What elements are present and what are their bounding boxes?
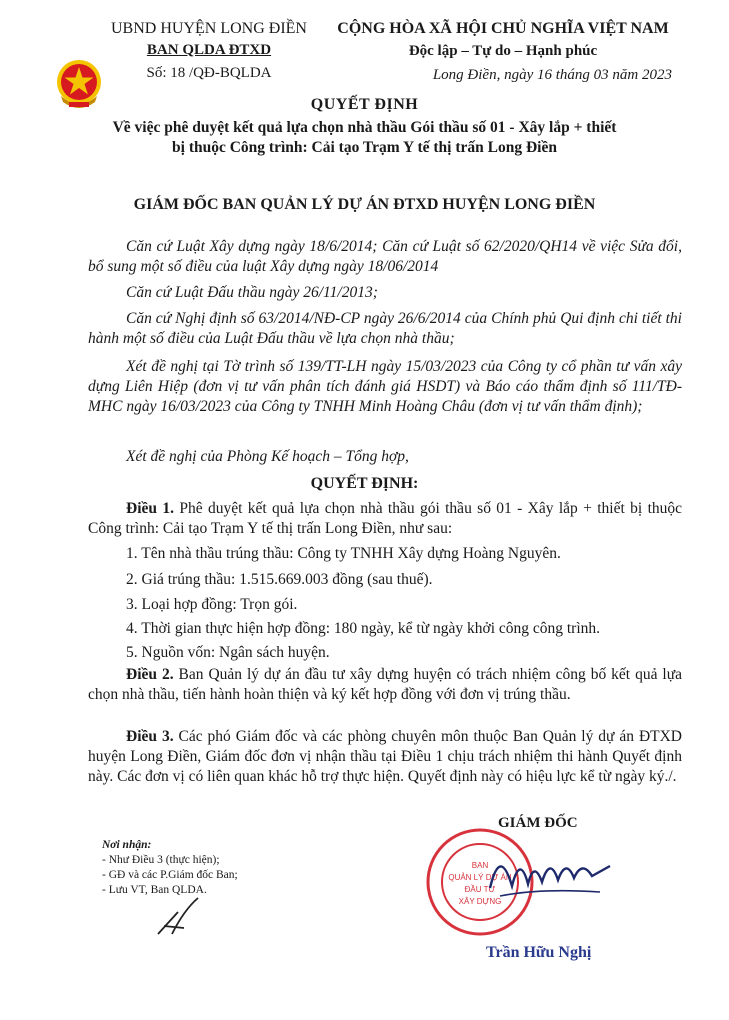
recipient-item: - GĐ và các P.Giám đốc Ban;	[102, 869, 238, 881]
agency-name: UBND HUYỆN LONG ĐIỀN	[111, 20, 307, 37]
document-type: QUYẾT ĐỊNH	[310, 96, 419, 113]
list-item: 2. Giá trúng thầu: 1.515.669.003 đồng (sau thuế).	[126, 571, 433, 588]
recipients-label: Nơi nhận:	[102, 839, 152, 851]
svg-text:ĐẦU TƯ: ĐẦU TƯ	[464, 885, 496, 894]
list-item: 1. Tên nhà thầu trúng thầu: Công ty TNHH Xây dựng Hoàng Nguyên.	[126, 545, 561, 562]
issuing-authority: GIÁM ĐỐC BAN QUẢN LÝ DỰ ÁN ĐTXD HUYỆN LONG ĐIỀN	[133, 196, 596, 213]
list-item: 3. Loại hợp đồng: Trọn gói.	[126, 596, 298, 613]
handwritten-signature-icon	[470, 836, 620, 916]
recipient-item: - Như Điều 3 (thực hiện);	[102, 854, 220, 866]
preamble-4: Xét đề nghị tại Tờ trình số 139/TT-LH ngày 15/03/2023 của Công ty cổ phần tư vấn xây dựng Liên Hiệp (đơn vị tư vấn phân tích đánh giá HSDT) và Báo cáo thẩm định số 111/TĐ-MHC ngày 16/03/2023 của Công ty TNHH Minh Hoàng Châu (đơn vị tư vấn thẩm định);	[88, 358, 682, 415]
national-motto: Độc lập – Tự do – Hạnh phúc	[408, 43, 598, 59]
article-1	[88, 499, 682, 539]
initial-mark-icon	[154, 890, 204, 940]
recipients-block	[102, 838, 238, 898]
preamble-2: Căn cứ Luật Đấu thầu ngày 26/11/2013;	[126, 284, 378, 301]
issuer-block	[104, 18, 314, 86]
issue-date: Long Điền, ngày 16 tháng 03 năm 2023	[432, 67, 672, 83]
signer-name: Trần Hữu Nghị	[486, 944, 592, 961]
article-1-text: Phê duyệt kết quả lựa chọn nhà thầu gói thầu số 01 - Xây lắp + thiết bị thuộc Công trình: Cải tạo Trạm Y tế thị trấn Long Điền, như sau:	[88, 500, 683, 537]
decision-heading: QUYẾT ĐỊNH:	[310, 475, 419, 492]
article-2-label: Điều 2.	[126, 666, 174, 683]
country-name: CỘNG HÒA XÃ HỘI CHỦ NGHĨA VIỆT NAM	[337, 20, 669, 37]
recipient-item: - Lưu VT, Ban QLDA.	[102, 884, 207, 896]
signer-title: GIÁM ĐỐC	[498, 815, 578, 831]
subject-line-1: Về việc phê duyệt kết quả lựa chọn nhà thầu Gói thầu số 01 - Xây lắp + thiết	[112, 119, 617, 136]
preamble-5: Xét đề nghị của Phòng Kế hoạch – Tổng hợp,	[126, 448, 409, 465]
document-number: Số: 18 /QĐ-BQLDA	[146, 65, 272, 81]
national-header	[328, 18, 678, 88]
subject-line-2: bị thuộc Công trình: Cải tạo Trạm Y tế thị trấn Long Điền	[172, 139, 557, 156]
svg-text:QUẢN LÝ DỰ ÁN: QUẢN LÝ DỰ ÁN	[448, 873, 512, 882]
article-3-text: Các phó Giám đốc và các phòng chuyên môn thuộc Ban Quản lý dự án ĐTXD huyện Long Điền, Giám đốc đơn vị nhận thầu tại Điều 1 chịu trách nhiệm thi hành Quyết định này. Các đơn vị có liên quan khác hỗ trợ thực hiện. Quyết định này có hiệu lực kể từ ngày ký./.	[88, 728, 682, 785]
preamble-3: Căn cứ Nghị định số 63/2014/NĐ-CP ngày 26/6/2014 của Chính phủ Qui định chi tiết thi hành một số điều của Luật Đấu thầu về lựa chọn nhà thầu;	[88, 310, 682, 347]
article-1-label: Điều 1.	[126, 500, 174, 517]
list-item: 5. Nguồn vốn: Ngân sách huyện.	[126, 644, 330, 661]
article-3-label: Điều 3.	[126, 728, 174, 745]
article-2-text: Ban Quản lý dự án đầu tư xây dựng huyện có trách nhiệm công bố kết quả lựa chọn nhà thầu, tiến hành hoàn thiện và ký kết hợp đồng với đơn vị trúng thầu.	[88, 666, 682, 703]
article-2	[88, 665, 682, 705]
svg-text:BAN: BAN	[471, 861, 489, 870]
list-item: 4. Thời gian thực hiện hợp đồng: 180 ngày, kể từ ngày khởi công công trình.	[126, 620, 601, 637]
document-subject	[0, 118, 729, 158]
svg-text:XÂY DỰNG: XÂY DỰNG	[458, 897, 502, 906]
preamble-1: Căn cứ Luật Xây dựng ngày 18/6/2014; Căn cứ Luật số 62/2020/QH14 về việc Sửa đổi, bổ sung một số điều của luật Xây dựng ngày 18/06/2014	[88, 238, 682, 275]
office-name: BAN QLDA ĐTXD	[146, 42, 272, 58]
article-3	[88, 727, 682, 787]
